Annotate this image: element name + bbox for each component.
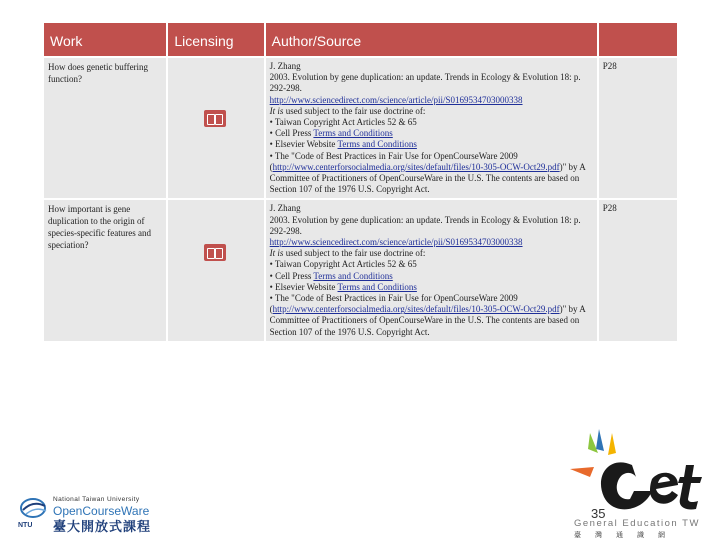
- code-prefix: • The "Code of Best Practices in Fair Use for OpenCourseWare 2009 (: [269, 293, 518, 315]
- table-row: [44, 200, 677, 340]
- elsevier-terms-link[interactable]: Terms and Conditions: [337, 281, 417, 292]
- work-question: How does genetic buffering function?: [44, 58, 166, 198]
- copyright-icon: [204, 110, 226, 127]
- source-link[interactable]: http://www.sciencedirect.com/science/article/pii/S0169534703000338: [269, 237, 523, 248]
- fair-use-italic: It is: [269, 248, 284, 259]
- get-chinese-name: 臺灣通識網: [574, 531, 679, 539]
- bullet-cell-press: • Cell Press: [269, 270, 314, 281]
- source-link[interactable]: http://www.sciencedirect.com/science/article/pii/S0169534703000338: [269, 94, 523, 105]
- work-question: How important is gene duplication to the origin of species-specific features and speciation?: [44, 200, 166, 340]
- get-logo-mark: [560, 425, 720, 520]
- licensing-cell: [168, 58, 263, 198]
- table-row: [44, 58, 677, 198]
- header-row: [44, 23, 677, 56]
- page-ref: P28: [599, 200, 677, 340]
- ntu-ocw-logo: [18, 496, 178, 536]
- cell-press-terms-link[interactable]: Terms and Conditions: [313, 128, 393, 139]
- author-source-cell: [266, 200, 597, 340]
- license-table: [42, 21, 679, 343]
- code-link[interactable]: http://www.centerforsocialmedia.org/sites/default/files/10-305-OCW-Oct29.pdf: [272, 304, 560, 315]
- header-author-source: Author/Source: [266, 23, 597, 56]
- header-licensing: Licensing: [168, 23, 263, 56]
- code-prefix: • The "Code of Best Practices in Fair Use for OpenCourseWare 2009 (: [269, 150, 518, 172]
- bullet-taiwan-act: • Taiwan Copyright Act Articles 52 & 65: [269, 259, 417, 270]
- bullet-elsevier: • Elsevier Website: [269, 139, 338, 150]
- bullet-cell-press: • Cell Press: [269, 128, 314, 139]
- code-suffix: )" by A Committee of Practitioners of OpenCourseWare in the U.S. The contents are based on Section 107 of the 1976 U.S. Copyright Act.: [269, 161, 586, 195]
- code-link[interactable]: http://www.centerforsocialmedia.org/sites/default/files/10-305-OCW-Oct29.pdf: [272, 161, 560, 172]
- citation: 2003. Evolution by gene duplication: an update. Trends in Ecology & Evolution 18: p. 292-298.: [269, 214, 581, 236]
- bullet-taiwan-act: • Taiwan Copyright Act Articles 52 & 65: [269, 117, 417, 128]
- ntu-ocw-text: OpenCourseWare: [53, 504, 150, 518]
- bullet-elsevier: • Elsevier Website: [269, 281, 338, 292]
- header-page: [599, 23, 677, 56]
- page-ref: P28: [599, 58, 677, 198]
- elsevier-terms-link[interactable]: Terms and Conditions: [337, 139, 417, 150]
- code-suffix: )" by A Committee of Practitioners of OpenCourseWare in the U.S. The contents are based on Section 107 of the 1976 U.S. Copyright Act.: [269, 304, 586, 337]
- cell-press-terms-link[interactable]: Terms and Conditions: [313, 270, 393, 281]
- author-name: J. Zhang: [269, 61, 301, 71]
- licensing-cell: [168, 200, 263, 340]
- copyright-icon: [204, 244, 226, 261]
- get-logo: [560, 425, 720, 540]
- page-number: 35: [591, 506, 606, 521]
- header-work: Work: [44, 23, 166, 56]
- fair-use-text: used subject to the fair use doctrine of:: [283, 248, 426, 259]
- ntu-abbr: NTU: [18, 522, 33, 529]
- ntu-university-name: National Taiwan University: [53, 496, 140, 503]
- citation: 2003. Evolution by gene duplication: an update. Trends in Ecology & Evolution 18: p. 292-298.: [269, 72, 581, 94]
- fair-use-italic: It is: [269, 105, 284, 116]
- ntu-chinese-name: 臺大開放式課程: [53, 520, 152, 535]
- author-name: J. Zhang: [269, 203, 301, 214]
- get-subtitle: General Education TW: [574, 518, 700, 529]
- author-source-cell: [266, 58, 597, 198]
- fair-use-text: used subject to the fair use doctrine of:: [283, 105, 426, 116]
